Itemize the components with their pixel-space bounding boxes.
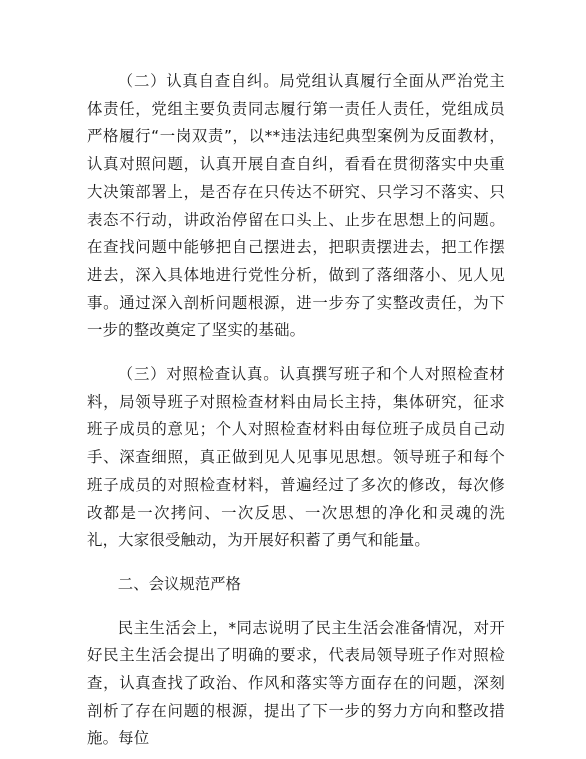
paragraph-lead: （二）认真自查自纠。 — [117, 72, 280, 90]
document-page — [87, 68, 505, 753]
paragraph-spacer — [87, 345, 505, 361]
paragraph-body: 认真撰写班子和个人对照检查材料，局领导班子对照检查材料由局长主持，集体研究，征求班子成员的意见；个人对照检查材料由每位班子成员自己动手、深查细照，真正做到见人见事见思想。领导班子和每个班子成员的对照检查材料，普遍经过了多次的修改，每次修改都是一次拷问、一次反思、一次思想的净化和灵魂的洗礼，大家很受触动，为开展好积蓄了勇气和能量。 — [87, 365, 505, 550]
paragraph-body: 局党组认真履行全面从严治党主体责任，党组主要负责同志履行第一责任人责任，党组成员严格履行“一岗双责”，以**违法违纪典型案例为反面教材，认真对照问题，认真开展自查自纠，看看在贯彻落实中央重大决策部署上，是否存在只传达不研究、只学习不落实、只表态不行动，讲政治停留在口头上、止步在思想上的问题。在查找问题中能够把自己摆进去，把职责摆进去，把工作摆进去，深入具体地进行党性分析，做到了落细落小、见人见事。通过深入剖析问题根源，进一步夯了实整改责任，为下一步的整改奠定了坚实的基础。 — [87, 72, 505, 340]
paragraph-self-inspection — [87, 68, 505, 345]
paragraph-meeting: 民主生活会上，*同志说明了民主生活会准备情况，对开好民主生活会提出了明确的要求，代表局领导班子作对照检查，认真查找了政治、作风和落实等方面存在的问题，深刻剖析了存在问题的根源，提出了下一步的努力方向和整改措施。每位 — [87, 618, 505, 748]
paragraph-comparison-check — [87, 361, 505, 555]
paragraph-lead: （三）对照检查认真。 — [117, 365, 280, 384]
section-heading: 二、会议规范严格 — [117, 574, 241, 593]
paragraph-spacer — [87, 599, 505, 615]
paragraph-spacer — [87, 555, 505, 571]
